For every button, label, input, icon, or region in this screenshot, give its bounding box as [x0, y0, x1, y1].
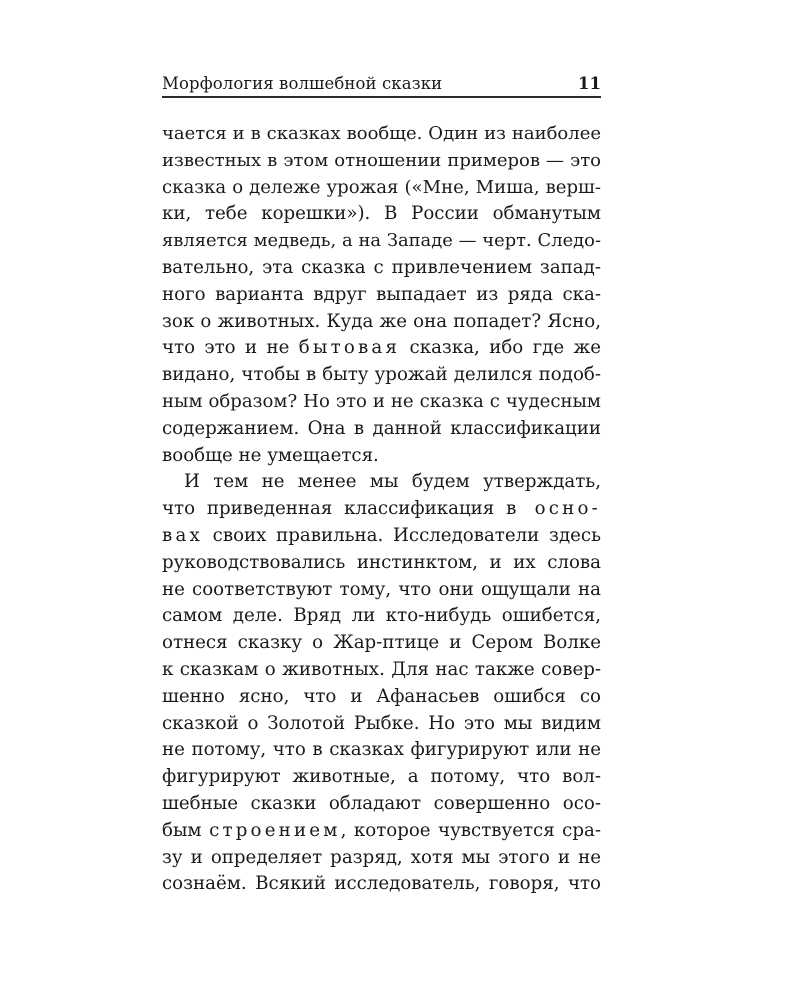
running-title: Морфология волшебной сказки — [162, 74, 443, 93]
spaced-emphasis: бытовая — [298, 337, 401, 359]
text-line: вательно, эта сказка с привлечением запад- — [162, 256, 601, 278]
text-line: вообще не умещается. — [162, 444, 379, 466]
text-line: содержанием. Она в данной классификации — [162, 417, 601, 439]
spaced-emphasis: в осно- — [506, 498, 601, 520]
text-line: фигурируют животные, а потому, что вол- — [162, 766, 601, 788]
page-number: 11 — [578, 74, 601, 93]
text-line: руководствовались инстинктом, и их слова — [162, 551, 601, 573]
text-line: отнеся сказку о Жар-птице и Сером Волке — [162, 632, 601, 654]
text-line: И тем не менее мы будем утверждать, — [184, 471, 601, 493]
text-line: к сказкам о животных. Для нас также совер- — [162, 658, 601, 680]
text-line: зок о животных. Куда же она попадет? Ясно, — [162, 310, 601, 332]
text-line: ного варианта вдруг выпадает из ряда ска- — [162, 283, 601, 305]
text-line: что это и не бытовая сказка, ибо где же — [162, 337, 601, 359]
spaced-emphasis: строением — [209, 819, 341, 841]
text-line: ки, тебе корешки»). В России обманутым — [162, 203, 601, 225]
text-line: не соответствуют тому, что они ощущали на — [162, 578, 601, 600]
text-line: сказка о дележе урожая («Мне, Миша, верш- — [162, 176, 601, 198]
text-line: не потому, что в сказках фигурируют или не — [162, 739, 601, 761]
text-line: шебные сказки обладают совершенно осо- — [162, 792, 601, 814]
text-line: чается и в сказках вообще. Один из наиболее — [162, 123, 601, 144]
text-line: ным образом? Но это и не сказка с чудесным — [162, 390, 601, 412]
text-line: является медведь, а на Западе — черт. Следо- — [162, 230, 601, 252]
header-rule — [162, 96, 601, 98]
text-line: зу и определяет разряд, хотя мы этого и не — [162, 846, 601, 868]
text-line: бым строением, которое чувствуется сра- — [162, 819, 601, 841]
spaced-emphasis: вах — [162, 524, 203, 546]
text-line: сознаём. Всякий исследователь, говоря, что — [162, 873, 601, 895]
running-head — [162, 74, 601, 96]
body-text — [162, 121, 601, 898]
text-line: видано, чтобы в быту урожай делился подоб- — [162, 364, 601, 386]
text-line: шенно ясно, что и Афанасьев ошибся со — [162, 685, 601, 707]
text-line: вах своих правильна. Исследователи здесь — [162, 524, 601, 546]
text-line: сказкой о Золотой Рыбке. Но это мы видим — [162, 712, 601, 734]
text-line: известных в этом отношении примеров — это — [162, 149, 601, 171]
text-line: самом деле. Вряд ли кто-нибудь ошибется, — [162, 605, 601, 627]
text-line: что приведенная классификация в осно- — [162, 498, 601, 520]
